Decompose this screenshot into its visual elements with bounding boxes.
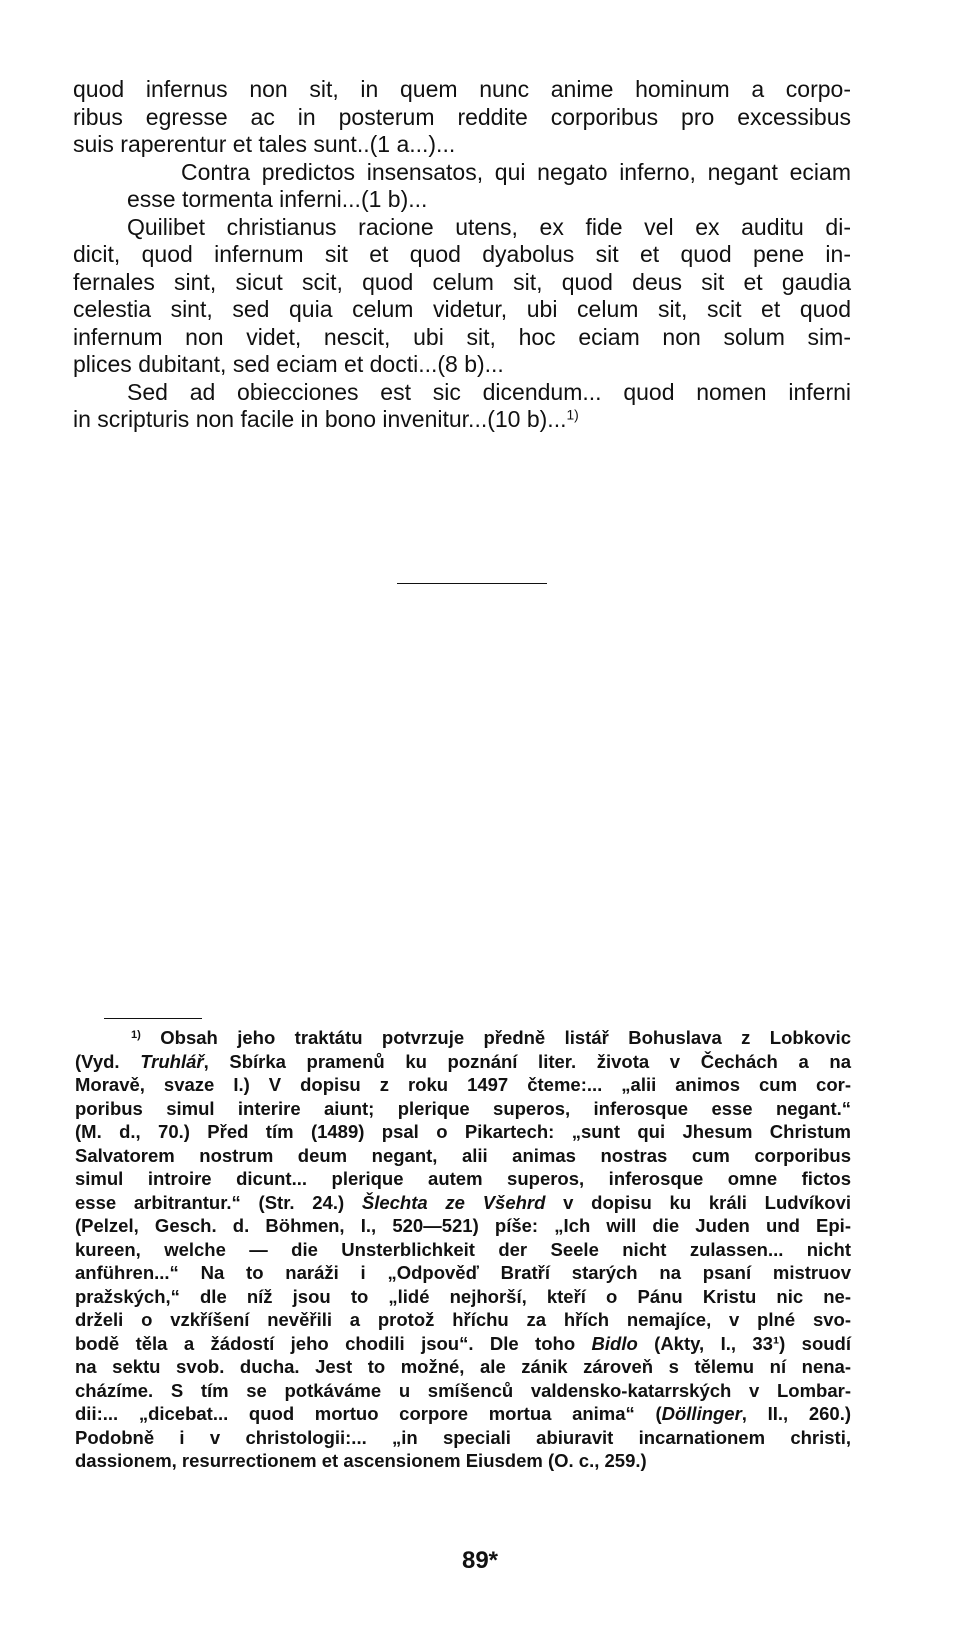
italic-name: Döllinger [661,1403,742,1424]
text-line: suis raperentur et tales sunt..(1 a...)... [73,131,456,157]
footnote-divider [104,1018,202,1019]
footnote-line: (M. d., 70.) Před tím (1489) psal o Pikartech: „sunt qui Jhesum Christum [75,1121,851,1142]
footnote-line: poribus simul interire aiunt; plerique superos, inferosque esse negant.“ [75,1097,851,1119]
text-line: infernum non videt, nescit, ubi sit, hoc eciam non solum sim- [73,323,851,350]
footnote-reference[interactable]: 1) [566,407,579,423]
footnote-line: $^{1)}$ Obsah jeho traktátu potvrzuje předně listář Bohuslava z Lobkovic [131,1027,852,1048]
footnote-line: bodě těla a žádostí jeho chodili jsou“. Dle toho Bidlo (Akty, I., 33¹) soudí [75,1332,851,1354]
text-line: ribus egresse ac in posterum reddite corporibus pro excessibus [73,103,851,130]
page-number: 89* [461,1547,499,1574]
footnote-line: (Vyd. Truhlář, Sbírka pramenů ku poznání liter. života v Čechách a na [75,1050,851,1072]
footnote-line: kureen, welche — die Unsterblichkeit der Seele nicht zulassen... nicht [75,1238,851,1260]
section-divider [397,583,547,584]
footnote-line: na sektu svob. ducha. Jest to možné, ale zánik zároveň s tělemu ní nena- [75,1356,851,1377]
text-line: Sed ad obiecciones est sic dicendum... quod nomen inferni [127,378,851,405]
paragraph-4 [73,379,851,434]
footnote-line: pražských,“ dle níž jsou to „lidé nejhorší, kteří o Pánu Kristu nic ne- [75,1285,851,1307]
text-line: esse tormenta inferni...(1 b)... [127,186,428,212]
text-line: quod infernus non sit, in quem nunc anime hominum a corpo- [73,76,851,102]
text-line: plices dubitant, sed eciam et docti...(8 b)... [73,351,504,377]
text-line-content: in scripturis non facile in bono invenitur...(10 b)... [73,406,567,432]
footnote-line: simul introire dicunt... plerique autem superos, inferosque omne fictos [75,1168,851,1189]
footnote-line: Moravě, svaze I.) V dopisu z roku 1497 čteme:... „alii animos cum cor- [75,1074,851,1095]
text-line: celestia sint, sed quia celum videtur, ubi celum sit, scit et quod [73,296,851,322]
footnote-line: Salvatorem nostrum deum negant, alii animas nostras cum corporibus [75,1144,851,1166]
footnote-line: anführen...“ Na to naráži i „Odpověď Bratří starých na psaní mistruov [75,1262,851,1283]
footnote-line: (Pelzel, Gesch. d. Böhmen, I., 520—521) píše: „Ich will die Juden und Epi- [75,1215,851,1236]
footnote [75,1026,851,1473]
text-line: dicit, quod infernum sit et quod dyabolus sit et quod pene in- [73,241,851,267]
text-line: Quilibet christianus racione utens, ex fide vel ex auditu di- [127,213,851,240]
text-line [73,406,851,434]
italic-name: Šlechta ze Všehrd [361,1191,546,1213]
italic-name: Truhlář [140,1050,204,1072]
paragraph-1 [73,76,851,159]
main-text [73,76,851,434]
italic-name: Bidlo [591,1332,638,1354]
footnote-line: dii:... „dicebat... quod mortuo corpore mortua anima“ (Döllinger, II., 260.) [75,1403,851,1424]
paragraph-2 [73,159,851,214]
paragraph-3 [73,214,851,379]
footnote-line: dassionem, resurrectionem et ascensionem Eiusdem (O. c., 259.) [75,1450,647,1471]
footnote-line: drželi o vzkříšení nevěřili a protož hříchu za hřích nemajíce, v plné svo- [75,1309,851,1330]
footnote-line: esse arbitrantur.“ (Str. 24.) Šlechta ze Všehrd v dopisu ku králi Ludvíkovi [75,1191,852,1213]
text-line: Contra predictos insensatos, qui negato inferno, negant eciam [181,158,851,185]
footnote-line: cházíme. S tím se potkáváme u smíšenců valdensko-katarrských v Lombar- [75,1379,851,1401]
footnote-marker: 1) [131,1028,141,1041]
footnote-line: Podobně i v christologii:... „in speciali abiuravit incarnationem christi, [75,1426,851,1448]
text-line: fernales sint, sicut scit, quod celum sit, quod deus sit et gaudia [73,268,851,295]
